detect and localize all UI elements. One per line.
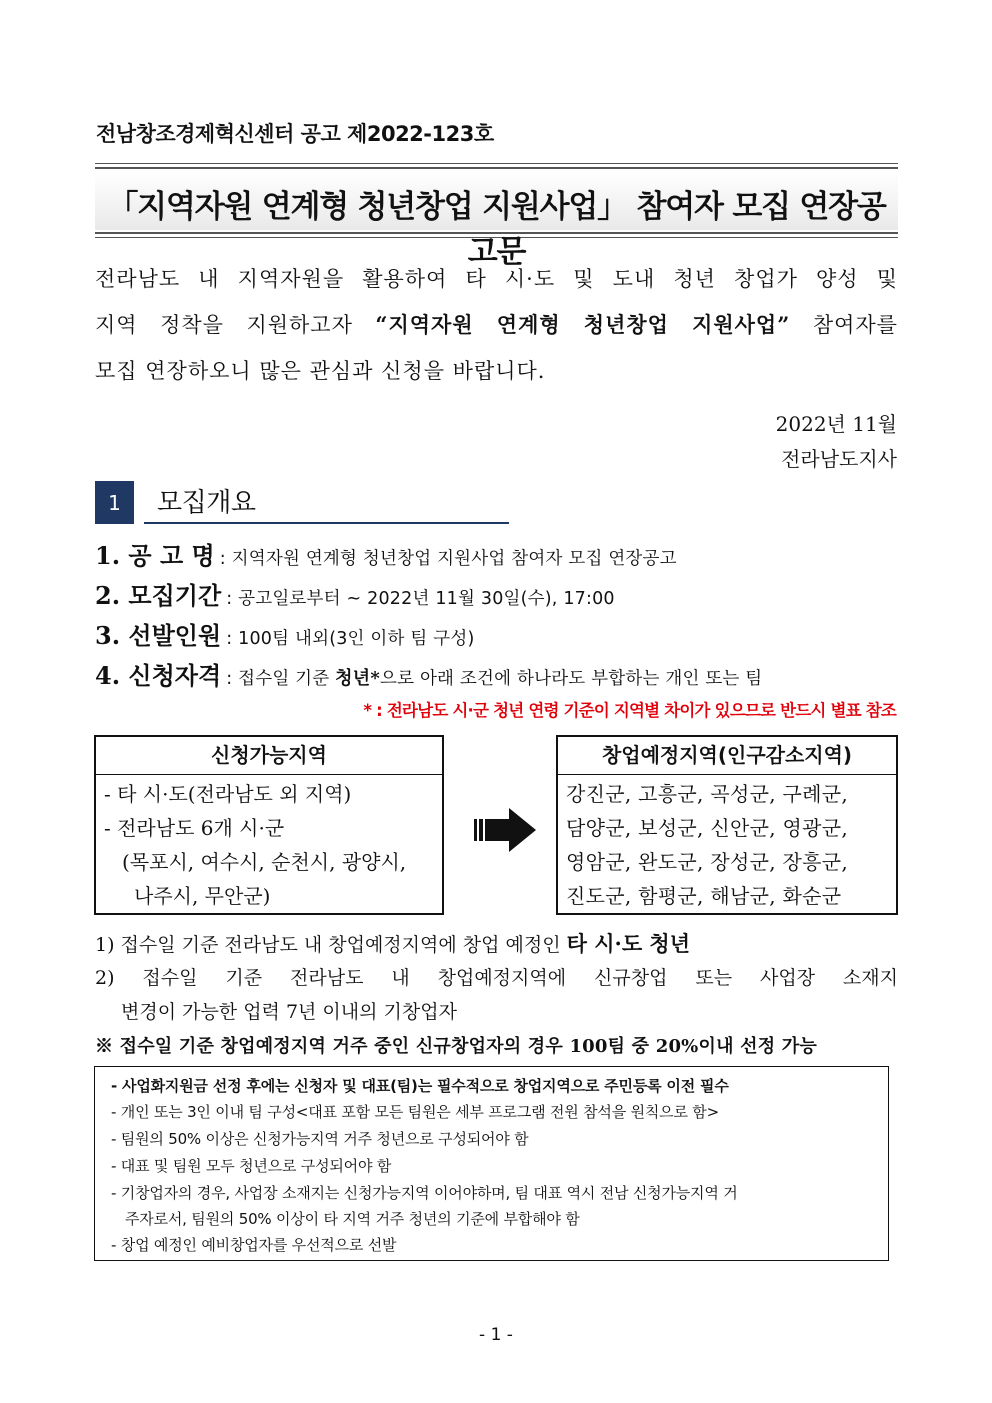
notes-box xyxy=(94,1066,889,1261)
document-title: 「지역자원 연계형 청년창업 지원사업」 참여자 모집 연장공고문 xyxy=(107,189,886,270)
item-recruit-period: 2. 모집기간 : 공고일로부터 ~ 2022년 11월 30일(수), 17:00 xyxy=(95,581,615,610)
target-region-line: 진도군, 함평군, 해남군, 화순군 xyxy=(566,884,842,908)
condition-1: 1) 접수일 기준 전라남도 내 창업예정지역에 창업 예정인 타 시·도 청년 xyxy=(95,931,690,956)
section-title: 모집개요 xyxy=(157,488,256,518)
note-line: - 기창업자의 경우, 사업장 소재지는 신청가능지역 이어야하며, 팀 대표 역시 전남 신청가능지역 거 xyxy=(111,1184,738,1202)
note-line: - 사업화지원금 선정 후에는 신청자 및 대표(팀)는 필수적으로 창업지역으로 주민등록 이전 필수 xyxy=(111,1077,729,1095)
apply-region-box xyxy=(94,735,444,915)
intro-line-3: 모집 연장하오니 많은 관심과 신청을 바랍니다. xyxy=(95,359,546,383)
note-line: - 창업 예정인 예비창업자를 우선적으로 선발 xyxy=(111,1236,397,1254)
apply-region-body xyxy=(96,775,442,915)
title-band xyxy=(95,163,898,270)
age-footnote: * : 전라남도 시·군 청년 연령 기준이 지역별 차이가 있으므로 반드시 별표 참조 xyxy=(363,701,896,720)
selection-note: ※ 접수일 기준 창업예정지역 거주 중인 신규창업자의 경우 100팀 중 20%이내 선정 가능 xyxy=(95,1036,817,1057)
item-selection-count: 3. 선발인원 : 100팀 내외(3인 이하 팀 구성) xyxy=(95,621,475,650)
document-date: 2022년 11월 xyxy=(775,412,897,436)
right-arrow-icon xyxy=(472,806,538,858)
intro-line-1: 전라남도 내 지역자원을 활용하여 타 시·도 및 도내 청년 창업가 양성 및 xyxy=(95,267,898,291)
item-eligibility: 4. 신청자격 : 접수일 기준 청년*으로 아래 조건에 하나라도 부합하는 개인 또는 팀 xyxy=(95,661,763,690)
document-issuer: 전라남도지사 xyxy=(781,447,897,471)
note-line: - 개인 또는 3인 이내 팀 구성<대표 포함 모든 팀원은 세부 프로그램 전원 참석을 원칙으로 함> xyxy=(111,1103,719,1121)
section-number-badge: 1 xyxy=(95,481,134,524)
target-region-header: 창업예정지역(인구감소지역) xyxy=(558,737,896,775)
note-line: - 팀원의 50% 이상은 신청가능지역 거주 청년으로 구성되어야 함 xyxy=(111,1130,529,1148)
target-region-line: 강진군, 고흥군, 곡성군, 구례군, xyxy=(566,782,849,806)
intro-line-2: 지역 정착을 지원하고자 “지역자원 연계형 청년창업 지원사업” 참여자를 xyxy=(95,312,898,337)
target-region-line: 담양군, 보성군, 신안군, 영광군, xyxy=(566,816,849,840)
target-region-box xyxy=(556,735,898,915)
apply-region-line: - 타 시·도(전라남도 외 지역) xyxy=(104,782,352,806)
apply-region-line: - 전라남도 6개 시·군 xyxy=(104,816,285,840)
page-number: - 1 - xyxy=(479,1325,513,1345)
apply-region-line: 나주시, 무안군) xyxy=(134,884,271,908)
notice-number: 전남창조경제혁신센터 공고 제2022-123호 xyxy=(96,122,494,146)
apply-region-line: (목포시, 여수시, 순천시, 광양시, xyxy=(122,850,407,874)
condition-2-line-2: 변경이 가능한 업력 7년 이내의 기창업자 xyxy=(121,1001,457,1023)
target-region-body xyxy=(558,775,896,915)
note-line: 주자로서, 팀원의 50% 이상이 타 지역 거주 청년의 기준에 부합해야 함 xyxy=(125,1210,580,1228)
section-underline xyxy=(144,522,509,524)
item-notice-name: 1. 공 고 명 : 지역자원 연계형 청년창업 지원사업 참여자 모집 연장공고 xyxy=(95,541,677,570)
apply-region-header: 신청가능지역 xyxy=(96,737,442,775)
note-line: - 대표 및 팀원 모두 청년으로 구성되어야 함 xyxy=(111,1157,392,1175)
condition-2-line-1: 2) 접수일 기준 전라남도 내 창업예정지역에 신규창업 또는 사업장 소재지 xyxy=(95,967,898,989)
target-region-line: 영암군, 완도군, 장성군, 장흥군, xyxy=(566,850,849,874)
